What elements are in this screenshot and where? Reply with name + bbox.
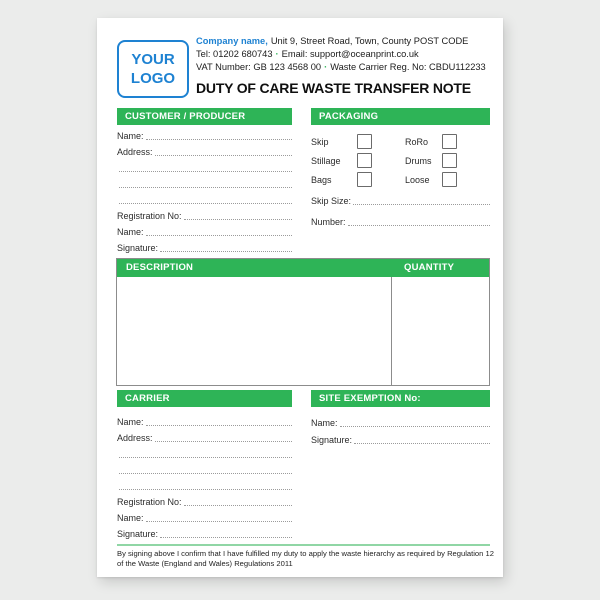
field-label: Address: <box>117 147 153 157</box>
site-exemption-section <box>311 390 490 445</box>
field-label: Name: <box>117 417 144 427</box>
field-label: Name: <box>117 513 144 523</box>
form-field-row <box>311 428 490 445</box>
form-field-row <box>311 189 490 206</box>
form-field-row <box>117 523 292 539</box>
form-field-row <box>117 141 292 157</box>
company-info-block <box>196 35 486 74</box>
waste-carrier-reg: Waste Carrier Reg. No: CBDU112233 <box>330 62 486 72</box>
field-label: Name: <box>117 227 144 237</box>
packaging-option-label: Bags <box>311 174 332 185</box>
form-field-row <box>117 475 292 491</box>
checkbox-stillage <box>357 153 372 168</box>
write-in-line <box>353 204 490 205</box>
company-email: Email: support@oceanprint.co.uk <box>281 49 419 59</box>
waste-table-body <box>117 277 489 385</box>
footer-divider <box>117 544 490 546</box>
packaging-option-label: Stillage <box>311 155 341 166</box>
packaging-option-label: Skip <box>311 136 329 147</box>
separator-dot: · <box>275 49 279 59</box>
quantity-column-header: QUANTITY <box>404 262 455 273</box>
packaging-option-label: Drums <box>405 155 432 166</box>
write-in-line <box>119 457 292 458</box>
company-address: Unit 9, Street Road, Town, County POST CODE <box>270 36 469 46</box>
write-in-line <box>340 426 490 427</box>
form-field-row <box>117 443 292 459</box>
waste-table-header <box>117 259 489 277</box>
packaging-section <box>311 108 490 227</box>
field-label: Registration No: <box>117 211 182 221</box>
write-in-line <box>184 219 292 220</box>
document-title: DUTY OF CARE WASTE TRANSFER NOTE <box>196 80 471 96</box>
form-field-row <box>311 411 490 428</box>
checkbox-skip <box>357 134 372 149</box>
write-in-line <box>146 139 292 140</box>
customer-fields <box>117 125 292 253</box>
waste-transfer-note-page <box>97 18 503 577</box>
form-field-row <box>117 125 292 141</box>
company-registration-line <box>196 61 486 74</box>
form-field-row <box>117 427 292 443</box>
field-label: Signature: <box>117 243 159 253</box>
site-exemption-heading: SITE EXEMPTION No: <box>311 390 490 407</box>
company-name: Company name, <box>196 36 268 46</box>
write-in-line <box>160 537 292 538</box>
write-in-line <box>146 425 292 426</box>
company-address-line <box>196 35 486 48</box>
packaging-option-label: RoRo <box>405 136 429 147</box>
separator-dot: · <box>324 62 328 72</box>
form-field-row <box>117 459 292 475</box>
form-field-row <box>117 491 292 507</box>
write-in-line <box>155 441 292 442</box>
write-in-line <box>119 187 292 188</box>
checkbox-drums <box>442 153 457 168</box>
field-label: Signature: <box>311 435 353 445</box>
form-field-row <box>117 507 292 523</box>
write-in-line <box>119 489 292 490</box>
description-column-header: DESCRIPTION <box>126 262 194 273</box>
form-field-row <box>117 411 292 427</box>
form-field-row <box>117 157 292 173</box>
form-field-row <box>117 173 292 189</box>
write-in-line <box>146 235 292 236</box>
logo-text: YOUR LOGO <box>130 51 176 87</box>
company-contact-line <box>196 48 486 61</box>
form-field-row <box>117 189 292 205</box>
description-cell <box>117 277 391 385</box>
waste-table <box>116 258 490 386</box>
customer-producer-heading: CUSTOMER / PRODUCER <box>117 108 292 125</box>
field-label: Name: <box>117 131 144 141</box>
write-in-line <box>354 443 490 444</box>
field-label: Address: <box>117 433 153 443</box>
logo-placeholder <box>117 40 189 98</box>
field-label: Number: <box>311 217 346 227</box>
legal-disclaimer: By signing above I confirm that I have fulfilled my duty to apply the waste hierarchy as required by Regulation 12 of the Waste (England and Wales) Regulations 2011 <box>117 549 494 568</box>
field-label: Name: <box>311 418 338 428</box>
write-in-line <box>119 171 292 172</box>
write-in-line <box>348 225 490 226</box>
form-field-row <box>117 221 292 237</box>
packaging-heading: PACKAGING <box>311 108 490 125</box>
checkbox-loose <box>442 172 457 187</box>
site-exemption-fields <box>311 411 490 445</box>
quantity-cell <box>391 277 489 385</box>
field-label: Signature: <box>117 529 159 539</box>
checkbox-roro <box>442 134 457 149</box>
write-in-line <box>155 155 292 156</box>
form-field-row <box>311 206 490 227</box>
packaging-option-label: Loose <box>405 174 430 185</box>
form-field-row <box>117 237 292 253</box>
write-in-line <box>184 505 292 506</box>
write-in-line <box>146 521 292 522</box>
carrier-heading: CARRIER <box>117 390 292 407</box>
field-label: Skip Size: <box>311 196 352 206</box>
write-in-line <box>119 203 292 204</box>
form-field-row <box>117 205 292 221</box>
carrier-section <box>117 390 292 539</box>
field-label: Registration No: <box>117 497 182 507</box>
write-in-line <box>160 251 292 252</box>
packaging-row <box>311 170 490 189</box>
company-vat: VAT Number: GB 123 4568 00 <box>196 62 322 72</box>
packaging-row <box>311 151 490 170</box>
company-tel: Tel: 01202 680743 <box>196 49 273 59</box>
customer-producer-section <box>117 108 292 253</box>
checkbox-bags <box>357 172 372 187</box>
carrier-fields <box>117 411 292 539</box>
packaging-checkbox-grid <box>311 132 490 189</box>
write-in-line <box>119 473 292 474</box>
packaging-row <box>311 132 490 151</box>
